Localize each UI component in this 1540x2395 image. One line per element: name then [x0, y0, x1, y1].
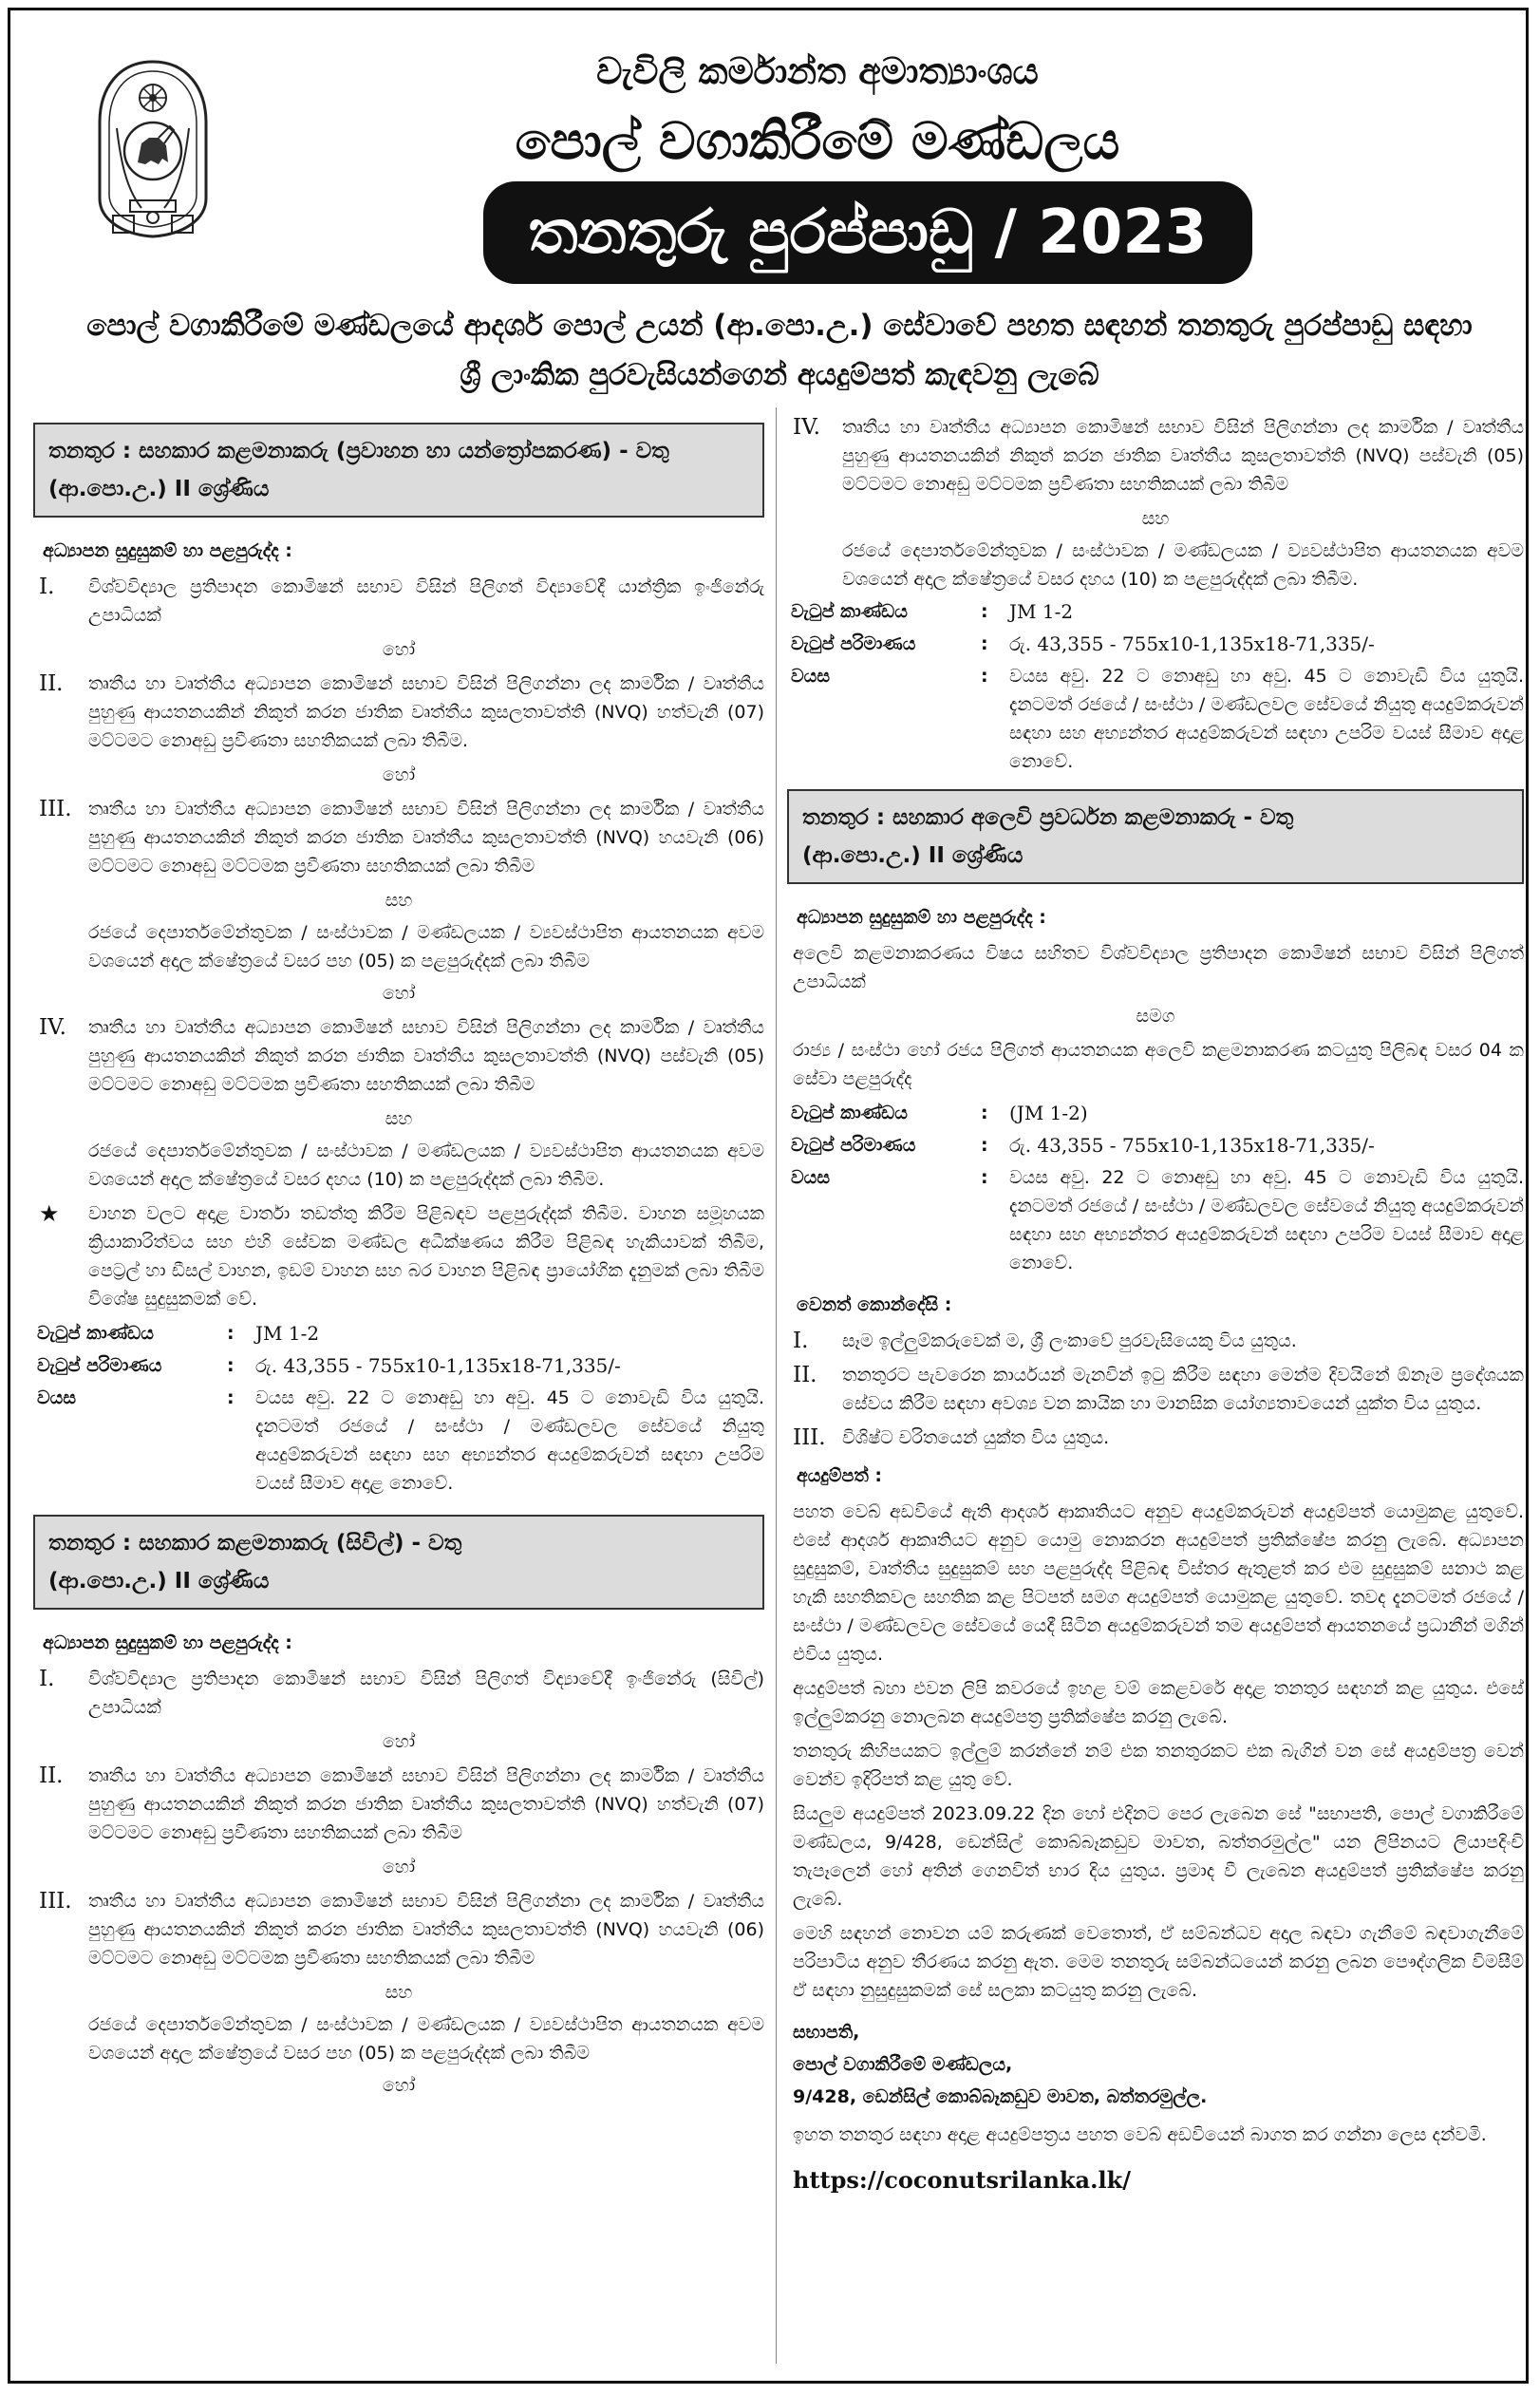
colon: :	[981, 1103, 988, 1123]
star-icon: ★	[39, 1200, 60, 1227]
post1-title: තනතුර : සහකාර කළමනාකරු (ප්‍රවාහන හා යන්ත්‍රෝපකරණ) - වතු	[48, 439, 669, 463]
field-value: (JM 1-2)	[1009, 1102, 1088, 1124]
and-separator: සහ	[385, 1108, 413, 1129]
intro-text	[67, 301, 1492, 400]
item-text: විශිෂ්ට චරිතයෙන් යුක්ත විය යුතුය.	[842, 1427, 1110, 1448]
post2-item	[33, 1887, 764, 1972]
colon: :	[227, 1387, 235, 1408]
post3-title: තනතුර : සහකාර අලෙවි ප්‍රවර්ධන කළමනාකරු - වතු	[802, 805, 1294, 830]
item-number: I.	[39, 1667, 55, 1691]
item-text: තෘතීය හා වෘත්තීය අධ්‍යාපන කොමිෂන් සභාව විසින් පිලිගන්නා ලද කාර්මික / වෘත්තීය පුහුණු ආයතනයකින් නිකුත් කරන ජාතික වෘත්තීය කුසලතාවත්ති (NVQ) හයවැනි (06) මට්ටමට නොඅඩු මට්ටමක ප්‍රවීණතා සහතිකයක් ලබා තිබීම	[88, 799, 764, 877]
post1-special-note	[33, 1199, 764, 1313]
item-text: තෘතීය හා වෘත්තීය අධ්‍යාපන කොමිෂන් සභාව විසින් පිලිගන්නා ලද කාර්මික / වෘත්තීය පුහුණු ආයතනයකින් නිකුත් කරන ජාතික වෘත්තීය කුසලතාවත්ති (NVQ) පස්වැනි (05) මට්ටමට නොඅඩු මට්ටමක ප්‍රවීණතා සහතිකයක් ලබා තිබීම	[88, 1017, 764, 1095]
colon: :	[981, 633, 988, 654]
post2-item	[33, 1665, 764, 1722]
item-number: IV.	[39, 1015, 66, 1040]
state-emblem-icon	[92, 56, 214, 242]
applications-paragraph: මෙහි සඳහන් නොවන යම් කරුණක් වෙතොත්, ඒ සම්බන්ධව අදාල බඳවා ගැනීමේ බඳවාගැනීමේ පරිපාටිය අනුව තීරණය කරනු ඇත. මෙම තනතුරු සම්බන්ධයෙන් කරනු ලබන පෞද්ගලික විමසීම් ඒ සඳහා නුසුදුසුකමක් සේ සලකා කටයුතු කරනු ලැබේ.	[793, 1923, 1525, 2001]
item-text: තෘතීය හා වෘත්තීය අධ්‍යාපන කොමිෂන් සභාව විසින් පිලිගන්නා ලද කාර්මික / වෘත්තීය පුහුණු ආයතනයකින් නිකුත් කරන ජාතික වෘත්තීය කුසලතාවත්ති (NVQ) හත්වැනි (07) මට්ටමට නොඅඩු ප්‍රවීණතා සහතිකයක් ලබා තිබීම	[88, 1765, 764, 1843]
condition-item	[787, 1327, 1524, 1355]
post2-item	[33, 1762, 764, 1847]
post1-qualifications-heading: අධ්‍යාපන සුදුසුකම් හා පළපුරුද්ද :	[43, 540, 292, 561]
item-text: තනතුරට පැවරෙන කාර්යයන් මැනවින් ඉටු කිරීම සඳහා මෙන්ම දිවයිනේ ඕනෑම ප්‍රදේශයක සේවය කිරීම සඳහා අවශ්‍ය වන කායික හා මානසික යෝග්‍යතාවයෙන් යුක්ත විය යුතුය.	[842, 1365, 1524, 1414]
item-text: තෘතීය හා වෘත්තීය අධ්‍යාපන කොමිෂන් සභාව විසින් පිලිගන්නා ලද කාර්මික / වෘත්තීය පුහුණු ආයතනයකින් නිකුත් කරන ජාතික වෘත්තීය කුසලතාවත්ති (NVQ) පස්වැනි (05) මට්ටමට නොඅඩු මට්ටමක ප්‍රවීණතා සහතිකයක් ලබා තිබීම	[842, 417, 1524, 495]
item-text: තෘතීය හා වෘත්තීය අධ්‍යාපන කොමිෂන් සභාව විසින් පිලිගන්නා ලද කාර්මික / වෘත්තීය පුහුණු ආයතනයකින් නිකුත් කරන ජාතික වෘත්තීය කුසලතාවත්ති (NVQ) හයවැනි (06) මට්ටමට නොඅඩු මට්ටමක ප්‍රවීණතා සහතිකයක් ලබා තිබීම	[88, 1891, 764, 1969]
together-separator: සමග	[1136, 1006, 1175, 1027]
item-number: III.	[39, 1889, 72, 1914]
post3-salary-code	[787, 1099, 1524, 1127]
field-value: වයස අවු. 22 ට නොඅඩු හා අවු. 45 ට නොවැඩි විය යුතුයි. දැනටමත් රජයේ / සංස්ථා / මණ්ඩලවල සේවයේ නියුතු අයදුම්කරුවන් සඳහා සහ අභ්‍යන්තර අයදුම්කරුවන් සඳහා උපරිම වයස් සීමාව අදාළ නොවේ.	[255, 1387, 764, 1494]
field-value: JM 1-2	[255, 1322, 320, 1345]
field-value: වයස අවු. 22 ට නොඅඩු හා අවු. 45 ට නොවැඩි විය යුතුයි. දැනටමත් රජයේ / සංස්ථා / මණ්ඩලවල සේවයේ නියුතු අයදුම්කරුවන් සඳහා සහ අභ්‍යන්තර අයදුම්කරුවන් සඳහා උපරිම වයස් සීමාව අදාළ නොවේ.	[1009, 1167, 1524, 1273]
or-separator: හෝ	[382, 764, 416, 785]
post3-qualification-text: අලෙවි කළමනාකරණය විෂය සහිතව විශ්වවිද්‍යාල ප්‍රතිපාදන කොමිෂන් සභාව විසින් පිලිගත් උපාධියක්	[793, 943, 1524, 992]
post2-title-box	[33, 1515, 764, 1610]
address-line: පොල් වගාකිරීමේ මණ්ඩලය,	[793, 2054, 1013, 2075]
address-line: සභාපති,	[793, 2022, 860, 2043]
item-number: I.	[39, 575, 55, 599]
field-label: වයස	[791, 666, 830, 687]
experience-text: රජයේ දෙපාර්තමේන්තුවක / සංස්ථාවක / මණ්ඩලයක / ව්‍යවස්ථාපිත ආයතනයක අවම වශයෙන් අදාල ක්ෂේත්‍රයේ වසර පහ (05) ක පළපුරුද්දක් ලබා තිබීම	[88, 922, 764, 971]
field-label: වැටුප් පරිමාණය	[791, 1135, 916, 1156]
item-text: විශ්වවිද්‍යාල ප්‍රතිපාදන කොමිෂන් සභාව විසින් පිලිගත් විද්‍යාවේදී යාන්ත්‍රික ඉංජිනේරු උපාධියක්	[88, 576, 764, 626]
or-separator: හෝ	[382, 1731, 416, 1752]
post1-salary-scale	[33, 1351, 764, 1380]
item-number: II.	[39, 671, 64, 696]
applications-paragraph: සියලුම අයදුම්පත් 2023.09.22 දින හෝ එදිනට පෙර ලැබෙන සේ "සභාපති, පොල් වගාකිරීමේ මණ්ඩලය, 9/428, ඩෙන්සිල් කොබ්බෑකඩුව මාවත, බත්තරමුල්ල" යන ලිපිනයට ලියාපදිංචි තැපෑලෙන් හෝ අතින් ගෙනවිත් භාර දිය යුතුය. ප්‍රමාද වී ලැබෙන අයදුම්පත් ප්‍රතික්ෂේප කරනු ලැබේ.	[793, 1803, 1524, 1910]
field-value: රු. 43,355 - 755x10-1,135x18-71,335/-	[1009, 632, 1375, 655]
post1-item	[33, 795, 764, 880]
post3-title-box	[787, 789, 1524, 884]
applications-paragraph: තනතුරු කිහිපයකට ඉල්ලුම් කරන්නේ නම් එක තනතුරකට එක බැගින් වන සේ අයදුම්පත්‍ර වෙන් වෙන්ව ඉදිරිපත් කළ යුතු වේ.	[793, 1741, 1524, 1790]
postal-address	[787, 2018, 1524, 2111]
address-line: 9/428, ඩෙන්සිල් කොබ්බෑකඩුව මාවත, බත්තරමුල්ල.	[793, 2086, 1208, 2107]
post1-item	[33, 669, 764, 755]
field-value: JM 1-2	[1009, 600, 1074, 623]
field-label: වයස	[791, 1167, 830, 1188]
colon: :	[981, 1167, 988, 1188]
post3-salary-scale	[787, 1131, 1524, 1160]
post1-item	[33, 573, 764, 630]
intro-line-2: ශ්‍රී ලාංකික පුරවැසියන්ගෙන් අයදුම්පත් කැඳවනු ලැබේ	[460, 358, 1099, 392]
colon: :	[981, 601, 988, 622]
or-separator: හෝ	[382, 2075, 416, 2096]
left-column	[33, 417, 764, 2103]
condition-item	[787, 1361, 1524, 1418]
experience-text: රජයේ දෙපාර්තමේන්තුවක / සංස්ථාවක / මණ්ඩලයක / ව්‍යවස්ථාපිත ආයතනයක අවම වශයෙන් අදාල ක්ෂේත්‍රයේ වසර පහ (05) ක පළපුරුද්දක් ලබා තිබීම	[88, 2014, 764, 2064]
field-label: වැටුප් පරිමාණය	[791, 633, 916, 654]
item-number: I.	[793, 1329, 809, 1353]
intro-line-1: පොල් වගාකිරීමේ මණ්ඩලයේ ආදර්ශ පොල් උයන් (ආ.පො.උ.) සේවාවේ පහත සඳහන් තනතුරු පුරප්පාඩු සඳහා	[86, 309, 1473, 343]
and-separator: සහ	[1141, 508, 1170, 529]
colon: :	[227, 1323, 235, 1344]
post1-grade: (ආ.පො.උ.) II ශ්‍රේණිය	[48, 477, 270, 501]
item-number: II.	[39, 1763, 64, 1788]
field-value: වයස අවු. 22 ට නොඅඩු හා අවු. 45 ට නොවැඩි විය යුතුයි. දැනටමත් රජයේ / සංස්ථා / මණ්ඩලවල සේවයේ නියුතු අයදුම්කරුවන් සඳහා සහ අභ්‍යන්තර අයදුම්කරුවන් සඳහා උපරිම වයස් සීමාව අදාළ නොවේ.	[1009, 666, 1524, 772]
field-label: වැටුප් කාණ්ඩය	[791, 1103, 908, 1123]
field-label: වැටුප් කාණ්ඩය	[791, 601, 908, 622]
post2-salary-code	[787, 597, 1524, 626]
post1-age	[33, 1384, 764, 1498]
experience-text: රජයේ දෙපාර්තමේන්තුවක / සංස්ථාවක / මණ්ඩලයක / ව්‍යවස්ථාපිත ආයතනයක අවම වශයෙන් අදාල ක්ෂේත්‍රයේ වසර දහය (10) ක පළපුරුද්දක් ලබා තිබීම.	[88, 1141, 764, 1190]
field-value: රු. 43,355 - 755x10-1,135x18-71,335/-	[255, 1354, 621, 1377]
colon: :	[227, 1355, 235, 1376]
applications-paragraph: අයදුම්පත් බහා එවන ලිපි කවරයේ ඉහළ වම් කෙළවරේ අදාළ තනතුර සඳහන් කළ යුතුය. එසේ ඉල්ලුම්කරනු නොලබන අයදුම්පත්‍ර ප්‍රතික්ෂේප කරනු ලැබේ.	[793, 1678, 1524, 1727]
item-text: විශ්වවිද්‍යාල ප්‍රතිපාදන කොමිෂන් සභාව විසින් පිලිගත් විද්‍යාවේදී ඉංජිනේරු (සිවිල්) උපාධියක්	[88, 1669, 764, 1718]
field-value: රු. 43,355 - 755x10-1,135x18-71,335/-	[1009, 1134, 1375, 1157]
post2-salary-scale	[787, 630, 1524, 658]
download-note: ඉහත තනතුර සඳහා අදාළ අයදුම්පත්‍රය පහත වෙබ් අඩවියෙන් බාගත කර ගන්නා ලෙස දන්වමි.	[793, 2124, 1487, 2145]
and-separator: සහ	[385, 890, 413, 911]
post1-item	[33, 1013, 764, 1099]
field-label: වයස	[37, 1387, 76, 1408]
special-note-text: වාහන වලට අදාළ වාර්තා තඩත්තු කිරීම පිළිබඳව පළපුරුද්දක් තිබීම. වාහන සමූහයක ක්‍රියාකාරිත්වය සහ එහි සේවක මණ්ඩල අධීක්ෂණය කිරීම පිළිබඳ හැකියාවක් තිබීම, පෙට්‍රල් හා ඩීසල් වාහන, ඉඩම් වාහන සහ බර වාහන පිළිබඳ ප්‍රායෝගික දැනුමක් ලබා තිබීම විශේෂ සුදුසුකමක් වේ.	[88, 1203, 764, 1310]
applications-paragraph: පහත වෙබ් අඩවියේ ඇති ආදර්ශ ආකෘතියට අනුව අයදුම්කරුවන් අයදුම්පත් යොමුකළ යුතුවේ. එසේ ආදර්ශ ආකෘතියට අනුව යොමු නොකරන අයදුම්පත් ප්‍රතික්ෂේප කරනු ලැබේ. අධ්‍යාපන සුදුසුකම්, වෘත්තීය සුදුසුකම් සහ පළපුරුද්ද පිළිබඳ විස්තර ඇතුළත් කර එම සුදුසුකම් සනාථ කළ හැකි සහතිකවල සහතික කළ පිටපත් සමග අයදුම්පත් යොමුකළ යුතුවේ. තවද දැනටමත් රජයේ / සංස්ථා / මණ්ඩලවල සේවයේ යෙදී සිටින අයදුම්කරුවන් තම අයදුම්පත් ආයතනයේ ප්‍රධානීන් මගින් එවිය යුතුය.	[793, 1501, 1524, 1665]
post1-salary-code	[33, 1319, 764, 1348]
post2-age	[787, 662, 1524, 776]
post3-grade: (ආ.පො.උ.) II ශ්‍රේණිය	[802, 843, 1024, 868]
post1-title-box	[33, 423, 764, 518]
field-label: වැටුප් කාණ්ඩය	[37, 1323, 154, 1344]
ministry-name: වැවිලි කර්මාන්ත අමාත්‍යාංශය	[596, 50, 1039, 92]
column-divider	[776, 407, 777, 2364]
board-name: පොල් වගාකිරීමේ මණ්ඩලය	[515, 111, 1120, 171]
post2-grade: (ආ.පො.උ.) II ශ්‍රේණිය	[48, 1569, 270, 1594]
item-number: III.	[39, 797, 72, 821]
or-separator: හෝ	[382, 1857, 416, 1877]
post2-title: තනතුර : සහකාර කළමනාකරු (සිවිල්) - වතු	[48, 1531, 462, 1556]
post3-age	[787, 1163, 1524, 1277]
post2-qualifications-heading: අධ්‍යාපන සුදුසුකම් හා පළපුරුද්ද :	[43, 1632, 292, 1653]
or-separator: හෝ	[382, 639, 416, 660]
item-number: IV.	[793, 415, 820, 440]
item-text: සෑම ඉල්ලුම්කරුවෙක් ම, ශ්‍රී ලංකාවේ පුරවැසියෙකු විය යුතුය.	[842, 1330, 1297, 1351]
colon: :	[981, 1135, 988, 1156]
post3-qualifications-heading: අධ්‍යාපන සුදුසුකම් හා පළපුරුද්ද :	[797, 907, 1046, 928]
item-number: II.	[793, 1363, 817, 1387]
and-separator: සහ	[385, 1982, 413, 2003]
field-label: වැටුප් පරිමාණය	[37, 1355, 162, 1376]
item-text: තෘතීය හා වෘත්තීය අධ්‍යාපන කොමිෂන් සභාව විසින් පිලිගන්නා ලද කාර්මික / වෘත්තීය පුහුණු ආයතනයකින් නිකුත් කරන ජාතික වෘත්තීය කුසලතාවත්ති (NVQ) හත්වැනි (07) මට්ටමට නොඅඩු ප්‍රවීණතා සහතිකයක් ලබා තිබීම.	[88, 673, 764, 751]
post2-item	[787, 413, 1524, 499]
applications-heading: අයදුම්පත් :	[797, 1465, 882, 1486]
notice-page	[8, 8, 1529, 2384]
right-column	[787, 407, 1524, 2195]
website-link[interactable]: https://coconutsrilanka.lk/	[793, 2166, 1131, 2194]
other-conditions-heading: වෙනත් කොන්දේසි :	[797, 1294, 952, 1315]
notice-title: තනතුරු පුරප්පාඩු / 2023	[483, 181, 1252, 284]
experience-text: රජයේ දෙපාර්තමේන්තුවක / සංස්ථාවක / මණ්ඩලයක / ව්‍යවස්ථාපිත ආයතනයක අවම වශයෙන් අදාල ක්ෂේත්‍රයේ වසර දහය (10) ක පළපුරුද්දක් ලබා තිබීම.	[842, 540, 1524, 590]
colon: :	[981, 666, 988, 687]
item-number: III.	[793, 1425, 826, 1450]
or-separator: හෝ	[382, 983, 416, 1004]
condition-item	[787, 1424, 1524, 1452]
post3-experience-text: රාජ්‍ය / සංස්ථා හෝ රජය පිලිගත් ආයතනයක අලෙවි කළමනාකරණ කටයුතු පිලිබඳ වසර 04 ක සේවා පළපුරුද්ද	[793, 1040, 1524, 1089]
